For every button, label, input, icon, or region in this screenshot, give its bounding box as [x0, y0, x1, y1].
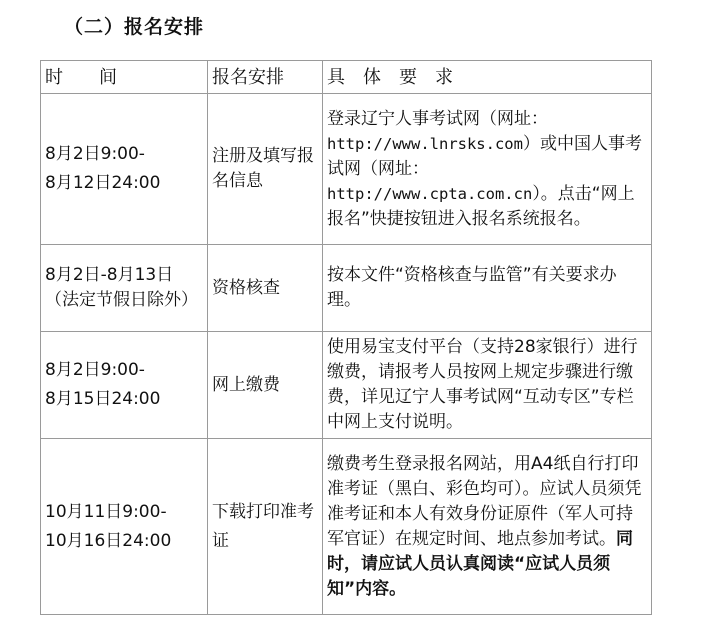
section-heading: （二）报名安排	[64, 16, 205, 38]
table-header-row	[41, 61, 652, 94]
header-arrangement: 报名安排	[208, 61, 323, 94]
requirement-emphasis: 同时，请应试人员认真阅读“应试人员须知”内容。	[327, 528, 633, 599]
time-cell	[41, 439, 208, 615]
requirement-cell	[323, 245, 652, 332]
arrangement-cell: 注册及填写报名信息	[208, 94, 323, 245]
time-line: 8月2日-8月13日	[45, 265, 174, 285]
time-cell	[41, 94, 208, 245]
time-cell	[41, 332, 208, 439]
header-time: 时 间	[41, 61, 208, 94]
table-row	[41, 332, 652, 439]
time-line: 8月15日24:00	[45, 389, 161, 409]
website-url: http://www.cpta.com.cn	[327, 184, 533, 203]
arrangement-cell: 网上缴费	[208, 332, 323, 439]
time-line: 10月11日9:00-	[45, 501, 167, 522]
website-url: http://www.lnrsks.com	[327, 134, 523, 153]
requirement-cell	[323, 332, 652, 439]
requirement-text: 缴费考生登录报名网站，用A4纸自行打印准考证（黑白、彩色均可）。应试人员须凭准考证和本人有效身份证原件（军人可持军官证）在规定时间、地点参加考试。	[327, 453, 642, 549]
requirement-text: 使用易宝支付平台（支持28家银行）进行缴费，请报考人员按网上规定步骤进行缴费，详见辽宁人事考试网“互动专区”专栏中网上支付说明。	[327, 337, 638, 432]
time-line: 10月16日24:00	[45, 530, 172, 551]
table-row	[41, 94, 652, 245]
arrangement-cell: 下载打印准考证	[208, 439, 323, 615]
registration-schedule-table	[40, 60, 652, 615]
requirement-cell	[323, 439, 652, 615]
time-line: （法定节假日除外）	[45, 290, 198, 310]
time-line: 8月12日24:00	[45, 173, 161, 193]
time-line: 8月2日9:00-	[45, 144, 145, 164]
table-row	[41, 439, 652, 615]
requirement-text: ）。点击“网上报名”快捷按钮进入报名系统报名。	[327, 183, 635, 229]
requirement-text: ）或中国人事考试网（网址：	[327, 133, 642, 179]
requirement-cell	[323, 94, 652, 245]
time-line: 8月2日9:00-	[45, 360, 145, 380]
header-requirements: 具 体 要 求	[323, 61, 652, 94]
requirement-text: 登录辽宁人事考试网（网址：	[327, 108, 548, 129]
arrangement-cell: 资格核查	[208, 245, 323, 332]
requirement-text: 按本文件“资格核查与监管”有关要求办理。	[327, 265, 617, 310]
table-row	[41, 245, 652, 332]
time-cell	[41, 245, 208, 332]
